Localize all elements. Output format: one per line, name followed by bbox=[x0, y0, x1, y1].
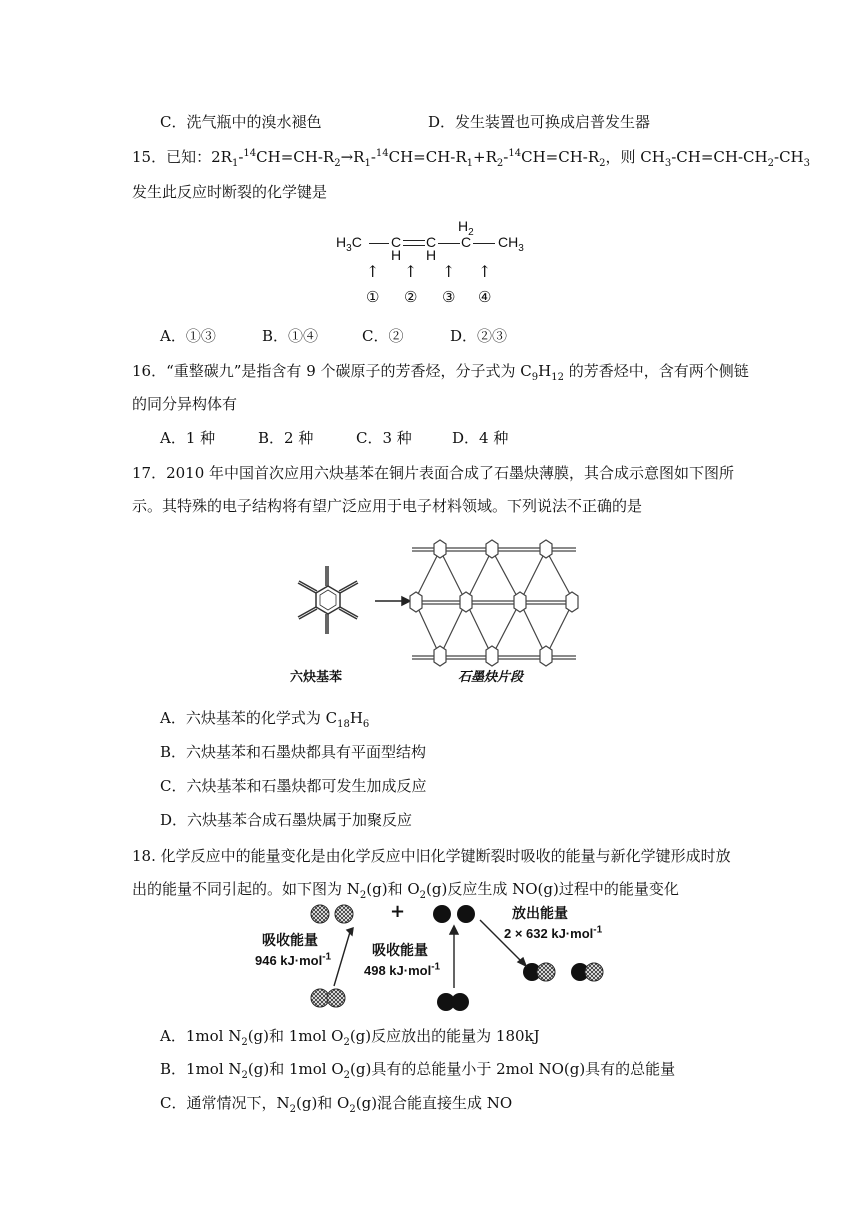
q16-option-a: A．1 种 bbox=[160, 429, 216, 447]
figure-label-right: 石墨炔片段 bbox=[458, 670, 524, 685]
absorb-energy-2-title: 吸收能量 bbox=[372, 942, 428, 958]
arrow-up-icon: ↑ bbox=[442, 262, 456, 281]
bond-1 bbox=[369, 243, 389, 244]
energy-sup: -1 bbox=[431, 961, 441, 973]
ch3-group bbox=[498, 234, 524, 254]
eq-sub: 1 bbox=[364, 158, 371, 169]
eq-sup: 14 bbox=[243, 148, 257, 159]
option-part: (g)具有的总能量小于 2mol NO(g)具有的总能量 bbox=[350, 1060, 676, 1078]
q16-stem-line1 bbox=[132, 361, 749, 381]
q16-option-b: B．2 种 bbox=[258, 429, 314, 447]
eq-part: 2R bbox=[211, 148, 232, 166]
graphdiyne-figure bbox=[280, 538, 580, 688]
given-label: 已知： bbox=[166, 148, 212, 166]
stem-part: (g)反应生成 NO(g)过程中的能量变化 bbox=[426, 880, 679, 898]
eq-part: - bbox=[238, 148, 244, 166]
q15-stem-line2: 发生此反应时断裂的化学键是 bbox=[132, 183, 328, 201]
q15-option-d: D．②③ bbox=[450, 327, 508, 345]
graphdiyne-fragment bbox=[410, 540, 578, 666]
stem-sub: 2 bbox=[359, 890, 367, 901]
stem-part: (g)和 O bbox=[366, 880, 420, 898]
eq-sup: 14 bbox=[375, 148, 389, 159]
option-sub: 2 bbox=[289, 1104, 296, 1115]
bond-label-1: ① bbox=[366, 288, 380, 306]
bond-label-3: ③ bbox=[442, 288, 456, 306]
release-energy-title: 放出能量 bbox=[512, 905, 568, 921]
energy-sup: -1 bbox=[322, 951, 332, 963]
q15-stem-line1 bbox=[132, 147, 810, 167]
eq-sub: 2 bbox=[767, 158, 774, 169]
option-part: (g)混合能直接生成 NO bbox=[355, 1094, 513, 1112]
eq-part: -CH bbox=[774, 148, 804, 166]
q17-option-c: C．六炔基苯和石墨炔都可发生加成反应 bbox=[160, 777, 427, 795]
eq-part: CH=CH-R bbox=[388, 148, 467, 166]
option-part: A．六炔基苯的化学式为 C bbox=[160, 709, 338, 727]
energy-value: 498 kJ·mol bbox=[364, 963, 432, 978]
eq-sub: 1 bbox=[466, 158, 474, 169]
q18-stem-line2 bbox=[132, 879, 679, 899]
q16-stem-line2: 的同分异构体有 bbox=[132, 395, 238, 413]
option-sub: 2 bbox=[343, 1070, 351, 1081]
option-sub: 2 bbox=[349, 1104, 356, 1115]
energy-value: 946 kJ·mol bbox=[255, 953, 323, 968]
stem-part: 16．“重整碳九”是指含有 9 个碳原子的芳香烃，分子式为 C bbox=[132, 362, 532, 380]
atom-c1: C bbox=[391, 234, 402, 250]
eq-part: ，则 CH bbox=[605, 148, 665, 166]
q16-option-c: C．3 种 bbox=[356, 429, 412, 447]
stem-part: H bbox=[538, 362, 552, 380]
eq-sub: 2 bbox=[496, 158, 504, 169]
q18-option-c bbox=[160, 1093, 512, 1113]
option-part: B．1mol N bbox=[160, 1060, 242, 1078]
eq-part: CH=CH-R bbox=[521, 148, 600, 166]
arrow-up-icon: ↑ bbox=[366, 262, 380, 281]
atom: CH bbox=[498, 234, 519, 250]
eq-sub: 1 bbox=[231, 158, 239, 169]
q18-stem-line1: 18. 化学反应中的能量变化是由化学反应中旧化学键断裂时吸收的能量与新化学键形成时放 bbox=[132, 847, 731, 865]
q17-option-d: D．六炔基苯合成石墨炔属于加聚反应 bbox=[160, 811, 413, 829]
plus-sign: + bbox=[390, 901, 406, 922]
reaction-arrow-icon bbox=[375, 597, 410, 605]
atom: H bbox=[336, 234, 347, 250]
oxygen-molecule bbox=[437, 993, 469, 1011]
q18-option-b bbox=[160, 1059, 675, 1079]
eq-part: →R bbox=[340, 148, 365, 166]
option-part: A．1mol N bbox=[160, 1027, 242, 1045]
option-sub: 2 bbox=[241, 1070, 248, 1081]
bond-label-4: ④ bbox=[478, 288, 492, 306]
option-part: C．通常情况下，N bbox=[160, 1094, 290, 1112]
nitrogen-molecule bbox=[311, 989, 345, 1007]
figure-label-left: 六炔基苯 bbox=[290, 670, 343, 685]
stem-sub: 9 bbox=[531, 372, 539, 383]
eq-part: +R bbox=[473, 148, 497, 166]
option-sub: 18 bbox=[337, 719, 350, 730]
eq-part: - bbox=[370, 148, 376, 166]
energy-sup: -1 bbox=[593, 924, 603, 936]
release-energy-value bbox=[504, 924, 602, 944]
stem-sub: 2 bbox=[419, 890, 427, 901]
q17-option-b: B．六炔基苯和石墨炔都具有平面型结构 bbox=[160, 743, 427, 761]
q14-option-d: D．发生装置也可换成启普发生器 bbox=[428, 113, 651, 131]
hexaethynylbenzene-molecule bbox=[298, 566, 358, 634]
absorb-energy-2-value bbox=[364, 961, 440, 981]
option-part: (g)反应放出的能量为 180kJ bbox=[349, 1027, 540, 1045]
h3c-group bbox=[336, 234, 362, 254]
energy-value: 2 × 632 kJ·mol bbox=[504, 926, 594, 941]
bond-4 bbox=[473, 243, 495, 244]
eq-part: CH=CH-R bbox=[256, 148, 335, 166]
option-part: (g)和 1mol O bbox=[247, 1027, 344, 1045]
absorb-energy-1-title: 吸收能量 bbox=[262, 932, 318, 948]
stem-part: 出的能量不同引起的。如下图为 N bbox=[132, 880, 360, 898]
atom: C bbox=[351, 234, 362, 250]
atom-c3: C bbox=[461, 234, 472, 250]
bond-label-2: ② bbox=[404, 288, 418, 306]
q14-option-c: C．洗气瓶中的溴水褪色 bbox=[160, 113, 322, 131]
option-part: H bbox=[349, 709, 363, 727]
question-number: 15． bbox=[132, 148, 167, 166]
atom-sub: 2 bbox=[468, 226, 474, 238]
nitrogen-atoms-separated bbox=[311, 905, 353, 923]
q15-option-c: C．② bbox=[362, 327, 404, 345]
eq-part: -CH=CH-CH bbox=[671, 148, 768, 166]
arrow-up-icon: ↑ bbox=[404, 262, 418, 281]
q18-option-a bbox=[160, 1026, 540, 1046]
eq-sub: 3 bbox=[664, 158, 672, 169]
eq-sup: 14 bbox=[508, 148, 522, 159]
option-part: (g)和 1mol O bbox=[247, 1060, 344, 1078]
absorb-energy-1-value bbox=[255, 951, 331, 971]
q17-stem-line1: 17．2010 年中国首次应用六炔基苯在铜片表面合成了石墨炔薄膜，其合成示意图如下图所 bbox=[132, 464, 735, 482]
atom-c2: C bbox=[426, 234, 437, 250]
bond-2b bbox=[403, 245, 425, 246]
q16-option-d: D．4 种 bbox=[452, 429, 509, 447]
atom: H bbox=[458, 218, 469, 234]
q15-option-b: B．①④ bbox=[262, 327, 319, 345]
q17-option-a bbox=[160, 708, 369, 728]
option-sub: 2 bbox=[343, 1037, 350, 1048]
eq-sub: 3 bbox=[803, 158, 811, 169]
eq-part: - bbox=[503, 148, 509, 166]
q17-stem-line2: 示。其特殊的电子结构将有望广泛应用于电子材料领域。下列说法不正确的是 bbox=[132, 497, 643, 515]
stem-part: 的芳香烃中，含有两个侧链 bbox=[563, 362, 749, 380]
eq-sub: 2 bbox=[334, 158, 341, 169]
atom-sub: 3 bbox=[518, 242, 524, 254]
atom-c1-h: H bbox=[391, 247, 402, 263]
atom-c2-h: H bbox=[426, 247, 437, 263]
option-sub: 6 bbox=[362, 719, 370, 730]
atom-sub: 3 bbox=[346, 242, 352, 254]
option-part: (g)和 O bbox=[295, 1094, 350, 1112]
stem-sub: 12 bbox=[551, 372, 564, 383]
arrow-up-icon: ↑ bbox=[478, 262, 492, 281]
h2-group bbox=[458, 218, 474, 238]
option-sub: 2 bbox=[241, 1037, 248, 1048]
bond-3 bbox=[438, 243, 460, 244]
bond-2a bbox=[403, 240, 425, 241]
eq-sub: 2 bbox=[599, 158, 606, 169]
q15-option-a: A．①③ bbox=[160, 327, 216, 345]
oxygen-atoms-separated bbox=[433, 905, 475, 923]
no-molecules bbox=[523, 963, 603, 981]
